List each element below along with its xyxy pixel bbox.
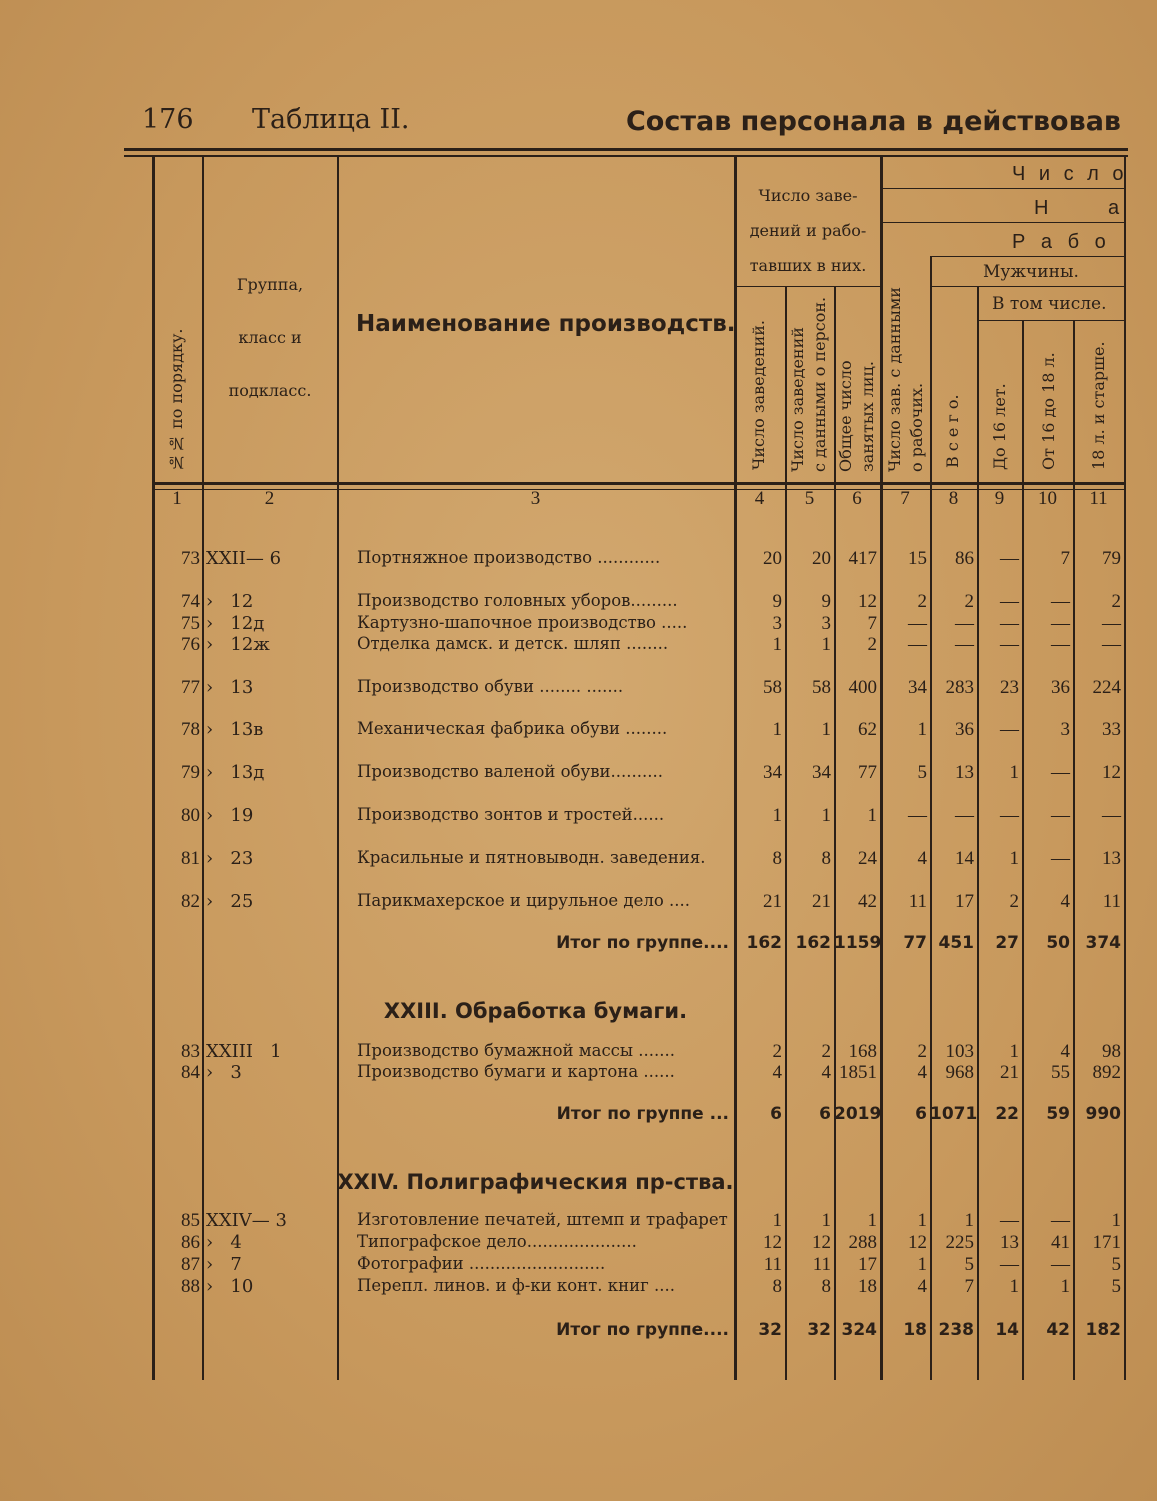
- value-cell-col11: 33: [1102, 719, 1121, 740]
- value-cell-col11: 12: [1102, 762, 1121, 783]
- group-total-row: [0, 933, 1157, 955]
- value-cell-col5: 20: [812, 548, 831, 569]
- header-na-1: Н: [1034, 197, 1049, 219]
- value-cell-col10: 41: [1051, 1232, 1070, 1253]
- value-cell-col9: —: [1000, 613, 1019, 634]
- value-cell-col10: 36: [1051, 677, 1070, 698]
- table-row: [0, 1210, 1157, 1232]
- value-cell-col7: 1: [917, 719, 927, 740]
- colnum-9: 9: [994, 488, 1005, 509]
- row-group: XXIV— 3: [206, 1210, 287, 1231]
- value-cell-col4: 9: [772, 591, 782, 612]
- value-cell-col9: 1: [1009, 848, 1019, 869]
- value-cell-col7: 34: [908, 677, 927, 698]
- value-cell-col11: 1: [1111, 1210, 1121, 1231]
- value-cell-col7: 1: [917, 1254, 927, 1275]
- col-header-name: Наименование производств.: [356, 311, 736, 337]
- value-cell-col10: 3: [1060, 719, 1070, 740]
- col-header-5: Число заведений с данными о персон.: [788, 296, 829, 472]
- value-cell-col8: 36: [955, 719, 974, 740]
- value-cell-col10: —: [1051, 1254, 1070, 1275]
- row-number: 82: [181, 891, 200, 912]
- section-heading-row: [0, 999, 1157, 1021]
- row-number: 83: [181, 1041, 200, 1062]
- hdr-line-c: [930, 256, 1124, 257]
- value-cell-col9: 14: [995, 1320, 1019, 1340]
- value-cell-col11: 79: [1102, 548, 1121, 569]
- value-cell-col10: —: [1051, 848, 1070, 869]
- value-cell-col5: 58: [812, 677, 831, 698]
- row-group: › 3: [206, 1062, 242, 1083]
- value-cell-col8: 968: [945, 1062, 974, 1083]
- value-cell-col4: 34: [763, 762, 782, 783]
- value-cell-col9: —: [1000, 1254, 1019, 1275]
- value-cell-col9: —: [1000, 634, 1019, 655]
- row-number: 77: [181, 677, 200, 698]
- value-cell-col4: 1: [772, 805, 782, 826]
- table-row: [0, 1276, 1157, 1298]
- colnum-3: 3: [530, 488, 541, 509]
- row-name: Красильные и пятновыводн. заведения.: [357, 848, 706, 867]
- value-cell-col11: 5: [1111, 1254, 1121, 1275]
- value-cell-col11: —: [1102, 805, 1121, 826]
- hdr-line-b: [880, 222, 1124, 223]
- value-cell-col10: —: [1051, 591, 1070, 612]
- value-cell-col10: —: [1051, 805, 1070, 826]
- value-cell-col10: 4: [1060, 1041, 1070, 1062]
- row-name: Производство обуви ........ .......: [357, 677, 624, 696]
- value-cell-col4: 12: [763, 1232, 782, 1253]
- row-group: › 13в: [206, 719, 264, 740]
- row-name: Производство бумажной массы .......: [357, 1041, 676, 1060]
- value-cell-col5: 1: [821, 719, 831, 740]
- value-cell-col8: 2: [964, 591, 974, 612]
- value-cell-col5: 2: [821, 1041, 831, 1062]
- row-name: Производство бумаги и картона ......: [357, 1062, 675, 1081]
- row-name: Парикмахерское и цирульное дело ....: [357, 891, 690, 910]
- value-cell-col6: 2: [867, 634, 877, 655]
- table-label: Таблица II.: [252, 104, 410, 135]
- table-row: [0, 762, 1157, 784]
- row-name: Механическая фабрика обуви ........: [357, 719, 668, 738]
- table-row: [0, 1254, 1157, 1276]
- value-cell-col4: 2: [772, 1041, 782, 1062]
- value-cell-col10: 1: [1060, 1276, 1070, 1297]
- value-cell-col9: 2: [1009, 891, 1019, 912]
- value-cell-col8: 13: [955, 762, 974, 783]
- row-number: 80: [181, 805, 200, 826]
- table-row: [0, 613, 1157, 635]
- value-cell-col5: 34: [812, 762, 831, 783]
- value-cell-col7: 4: [917, 1276, 927, 1297]
- value-cell-col7: 11: [908, 891, 927, 912]
- row-number: 88: [181, 1276, 200, 1297]
- header-rabo: Р а б о: [1012, 231, 1106, 253]
- value-cell-col11: 374: [1085, 933, 1121, 953]
- value-cell-col9: 1: [1009, 1041, 1019, 1062]
- value-cell-col5: 11: [812, 1254, 831, 1275]
- header-chislo: Ч и с л о: [1012, 163, 1128, 185]
- value-cell-col4: 162: [746, 933, 782, 953]
- value-cell-col4: 1: [772, 634, 782, 655]
- colnum-8: 8: [948, 488, 959, 509]
- value-cell-col10: 7: [1060, 548, 1070, 569]
- column-numbers-row: [0, 488, 1157, 510]
- establishments-group-header: Число заве- дений и рабо- тавших в них.: [749, 186, 867, 275]
- value-cell-col11: —: [1102, 613, 1121, 634]
- row-number: 87: [181, 1254, 200, 1275]
- value-cell-col11: —: [1102, 634, 1121, 655]
- value-cell-col10: —: [1051, 762, 1070, 783]
- section-heading: XXIII. Обработка бумаги.: [383, 999, 688, 1023]
- col-header-8: В с е г о.: [943, 394, 962, 468]
- row-group: › 12: [206, 591, 254, 612]
- row-group: › 13д: [206, 762, 265, 783]
- header-incl: В том числе.: [992, 294, 1107, 314]
- page-title: Состав персонала в действовав: [625, 106, 1121, 137]
- table-row: [0, 1232, 1157, 1254]
- row-group: › 13: [206, 677, 254, 698]
- value-cell-col4: 1: [772, 719, 782, 740]
- value-cell-col8: 1: [964, 1210, 974, 1231]
- value-cell-col11: 98: [1102, 1041, 1121, 1062]
- row-number: 85: [181, 1210, 200, 1231]
- value-cell-col8: 283: [945, 677, 974, 698]
- table-row: [0, 805, 1157, 827]
- row-group: › 19: [206, 805, 254, 826]
- row-name: Отделка дамск. и детск. шляп ........: [357, 634, 669, 653]
- value-cell-col9: —: [1000, 1210, 1019, 1231]
- value-cell-col8: 1071: [930, 1104, 978, 1124]
- value-cell-col11: 182: [1085, 1320, 1121, 1340]
- value-cell-col9: 1: [1009, 762, 1019, 783]
- value-cell-col9: 23: [1000, 677, 1019, 698]
- col-header-7: Число зав. с данными о рабочих.: [885, 287, 926, 472]
- value-cell-col10: 59: [1046, 1104, 1070, 1124]
- value-cell-col10: —: [1051, 634, 1070, 655]
- value-cell-col6: 417: [848, 548, 877, 569]
- col-header-9: До 16 лет.: [990, 383, 1009, 470]
- value-cell-col11: 2: [1111, 591, 1121, 612]
- group-total-row: [0, 1320, 1157, 1342]
- value-cell-col11: 171: [1092, 1232, 1121, 1253]
- value-cell-col6: 324: [841, 1320, 877, 1340]
- value-cell-col6: 1: [867, 805, 877, 826]
- row-name: Производство валеной обуви..........: [357, 762, 663, 781]
- header-men: Мужчины.: [983, 262, 1079, 282]
- row-number: 84: [181, 1062, 200, 1083]
- value-cell-col8: 238: [938, 1320, 974, 1340]
- value-cell-col4: 58: [763, 677, 782, 698]
- colnum-1: 1: [172, 488, 182, 509]
- value-cell-col9: 22: [995, 1104, 1019, 1124]
- value-cell-col10: 42: [1046, 1320, 1070, 1340]
- value-cell-col5: 1: [821, 634, 831, 655]
- value-cell-col6: 1159: [834, 933, 882, 953]
- row-name: Перепл. линов. и ф-ки конт. книг ....: [357, 1276, 675, 1295]
- hdr-line-e: [930, 286, 1124, 287]
- value-cell-col4: 32: [758, 1320, 782, 1340]
- value-cell-col8: 17: [955, 891, 974, 912]
- value-cell-col10: 55: [1051, 1062, 1070, 1083]
- value-cell-col6: 7: [867, 613, 877, 634]
- row-number: 81: [181, 848, 200, 869]
- row-number: 75: [181, 613, 200, 634]
- row-group: › 7: [206, 1254, 242, 1275]
- value-cell-col8: 451: [938, 933, 974, 953]
- col-header-6: Общее число занятых лиц.: [836, 360, 877, 472]
- col-header-group: Группа, класс и подкласс.: [228, 275, 312, 400]
- value-cell-col7: 5: [917, 762, 927, 783]
- header-bottom-rule: [152, 482, 1124, 485]
- value-cell-col7: 77: [903, 933, 927, 953]
- value-cell-col5: 1: [821, 805, 831, 826]
- value-cell-col4: 21: [763, 891, 782, 912]
- table-row: [0, 719, 1157, 741]
- row-name: Фотографии ..........................: [357, 1254, 606, 1273]
- row-group: › 10: [206, 1276, 254, 1297]
- value-cell-col5: 6: [819, 1104, 831, 1124]
- value-cell-col6: 400: [848, 677, 877, 698]
- top-rule-thick: [124, 148, 1128, 151]
- value-cell-col11: 990: [1085, 1104, 1121, 1124]
- hdr-line-f: [977, 320, 1124, 321]
- value-cell-col11: 224: [1092, 677, 1121, 698]
- col-header-number: №№ по порядку.: [167, 328, 186, 472]
- hdr-line-d: [734, 286, 880, 287]
- colnum-10: 10: [1038, 488, 1057, 509]
- value-cell-col4: 6: [770, 1104, 782, 1124]
- value-cell-col4: 1: [772, 1210, 782, 1231]
- value-cell-col6: 17: [858, 1254, 877, 1275]
- value-cell-col4: 8: [772, 848, 782, 869]
- value-cell-col9: —: [1000, 719, 1019, 740]
- value-cell-col4: 11: [763, 1254, 782, 1275]
- colnum-2: 2: [264, 488, 275, 509]
- value-cell-col10: 50: [1046, 933, 1070, 953]
- value-cell-col7: 2: [917, 1041, 927, 1062]
- value-cell-col6: 2019: [834, 1104, 882, 1124]
- value-cell-col8: 225: [945, 1232, 974, 1253]
- colnum-4: 4: [754, 488, 765, 509]
- row-name: Портняжное производство ............: [357, 548, 661, 567]
- colnum-11: 11: [1089, 488, 1108, 509]
- value-cell-col11: 892: [1092, 1062, 1121, 1083]
- value-cell-col8: 5: [964, 1254, 974, 1275]
- table-row: [0, 1062, 1157, 1084]
- value-cell-col8: —: [955, 613, 974, 634]
- page-number: 176: [142, 104, 194, 135]
- value-cell-col6: 12: [858, 591, 877, 612]
- value-cell-col4: 8: [772, 1276, 782, 1297]
- row-number: 74: [181, 591, 200, 612]
- value-cell-col5: 4: [821, 1062, 831, 1083]
- value-cell-col5: 1: [821, 1210, 831, 1231]
- hdr-line-a: [880, 188, 1124, 189]
- group-total-label: Итог по группе....: [556, 933, 729, 953]
- row-group: XXII— 6: [206, 548, 282, 569]
- value-cell-col7: 4: [917, 848, 927, 869]
- row-number: 76: [181, 634, 200, 655]
- group-total-label: Итог по группе ...: [556, 1104, 729, 1124]
- value-cell-col7: —: [908, 805, 927, 826]
- row-name: Производство зонтов и тростей......: [357, 805, 665, 824]
- value-cell-col5: 21: [812, 891, 831, 912]
- row-group: › 4: [206, 1232, 242, 1253]
- colnum-6: 6: [852, 488, 862, 509]
- value-cell-col5: 8: [821, 848, 831, 869]
- value-cell-col4: 4: [772, 1062, 782, 1083]
- value-cell-col9: 21: [1000, 1062, 1019, 1083]
- value-cell-col9: —: [1000, 548, 1019, 569]
- row-name: Картузно-шапочное производство .....: [357, 613, 688, 632]
- row-number: 86: [181, 1232, 200, 1253]
- value-cell-col9: 13: [1000, 1232, 1019, 1253]
- value-cell-col6: 42: [858, 891, 877, 912]
- value-cell-col10: —: [1051, 1210, 1070, 1231]
- col-header-10: От 16 до 18 л.: [1039, 352, 1058, 470]
- value-cell-col6: 1851: [839, 1062, 877, 1083]
- value-cell-col9: 1: [1009, 1276, 1019, 1297]
- value-cell-col7: 1: [917, 1210, 927, 1231]
- value-cell-col6: 18: [858, 1276, 877, 1297]
- value-cell-col11: 5: [1111, 1276, 1121, 1297]
- table-row: [0, 591, 1157, 613]
- row-group: › 23: [206, 848, 254, 869]
- value-cell-col8: 86: [955, 548, 974, 569]
- section-heading-row: [0, 1170, 1157, 1192]
- top-rule-thin: [124, 155, 1128, 157]
- value-cell-col5: 162: [795, 933, 831, 953]
- col-header-4: Число заведений.: [749, 319, 768, 470]
- value-cell-col7: 6: [915, 1104, 927, 1124]
- row-group: › 12д: [206, 613, 265, 634]
- value-cell-col5: 12: [812, 1232, 831, 1253]
- value-cell-col9: 27: [995, 933, 1019, 953]
- value-cell-col8: 7: [964, 1276, 974, 1297]
- value-cell-col7: 2: [917, 591, 927, 612]
- value-cell-col9: —: [1000, 591, 1019, 612]
- row-name: Типографское дело.....................: [357, 1232, 637, 1251]
- value-cell-col6: 62: [858, 719, 877, 740]
- value-cell-col10: —: [1051, 613, 1070, 634]
- value-cell-col4: 3: [772, 613, 782, 634]
- table-row: [0, 548, 1157, 570]
- group-total-label: Итог по группе....: [556, 1320, 729, 1340]
- value-cell-col8: —: [955, 634, 974, 655]
- value-cell-col7: —: [908, 634, 927, 655]
- value-cell-col6: 288: [848, 1232, 877, 1253]
- row-group: › 12ж: [206, 634, 270, 655]
- section-heading: XXIV. Полиграфическия пр-ства.: [337, 1170, 734, 1194]
- value-cell-col7: 15: [908, 548, 927, 569]
- value-cell-col5: 3: [821, 613, 831, 634]
- value-cell-col4: 20: [763, 548, 782, 569]
- value-cell-col9: —: [1000, 805, 1019, 826]
- group-total-row: [0, 1104, 1157, 1126]
- value-cell-col6: 168: [848, 1041, 877, 1062]
- table-row: [0, 677, 1157, 699]
- value-cell-col11: 11: [1102, 891, 1121, 912]
- table-row: [0, 891, 1157, 913]
- table-row: [0, 848, 1157, 870]
- row-group: XXIII 1: [206, 1041, 282, 1062]
- value-cell-col7: 18: [903, 1320, 927, 1340]
- value-cell-col8: —: [955, 805, 974, 826]
- value-cell-col6: 77: [858, 762, 877, 783]
- value-cell-col7: 12: [908, 1232, 927, 1253]
- value-cell-col10: 4: [1060, 891, 1070, 912]
- value-cell-col5: 8: [821, 1276, 831, 1297]
- row-name: Производство головных уборов.........: [357, 591, 678, 610]
- row-name: Изготовление печатей, штемп и трафарет: [357, 1210, 728, 1229]
- value-cell-col8: 14: [955, 848, 974, 869]
- header-na-2: а: [1108, 197, 1120, 219]
- row-number: 78: [181, 719, 200, 740]
- colnum-7: 7: [900, 488, 910, 509]
- value-cell-col8: 103: [945, 1041, 974, 1062]
- value-cell-col7: —: [908, 613, 927, 634]
- value-cell-col5: 32: [807, 1320, 831, 1340]
- row-number: 79: [181, 762, 200, 783]
- value-cell-col6: 1: [867, 1210, 877, 1231]
- col-header-11: 18 л. и старше.: [1089, 341, 1108, 470]
- row-group: › 25: [206, 891, 254, 912]
- value-cell-col5: 9: [821, 591, 831, 612]
- value-cell-col6: 24: [858, 848, 877, 869]
- table-row: [0, 634, 1157, 656]
- colnum-5: 5: [804, 488, 815, 509]
- value-cell-col11: 13: [1102, 848, 1121, 869]
- value-cell-col7: 4: [917, 1062, 927, 1083]
- table-row: [0, 1041, 1157, 1063]
- row-number: 73: [181, 548, 200, 569]
